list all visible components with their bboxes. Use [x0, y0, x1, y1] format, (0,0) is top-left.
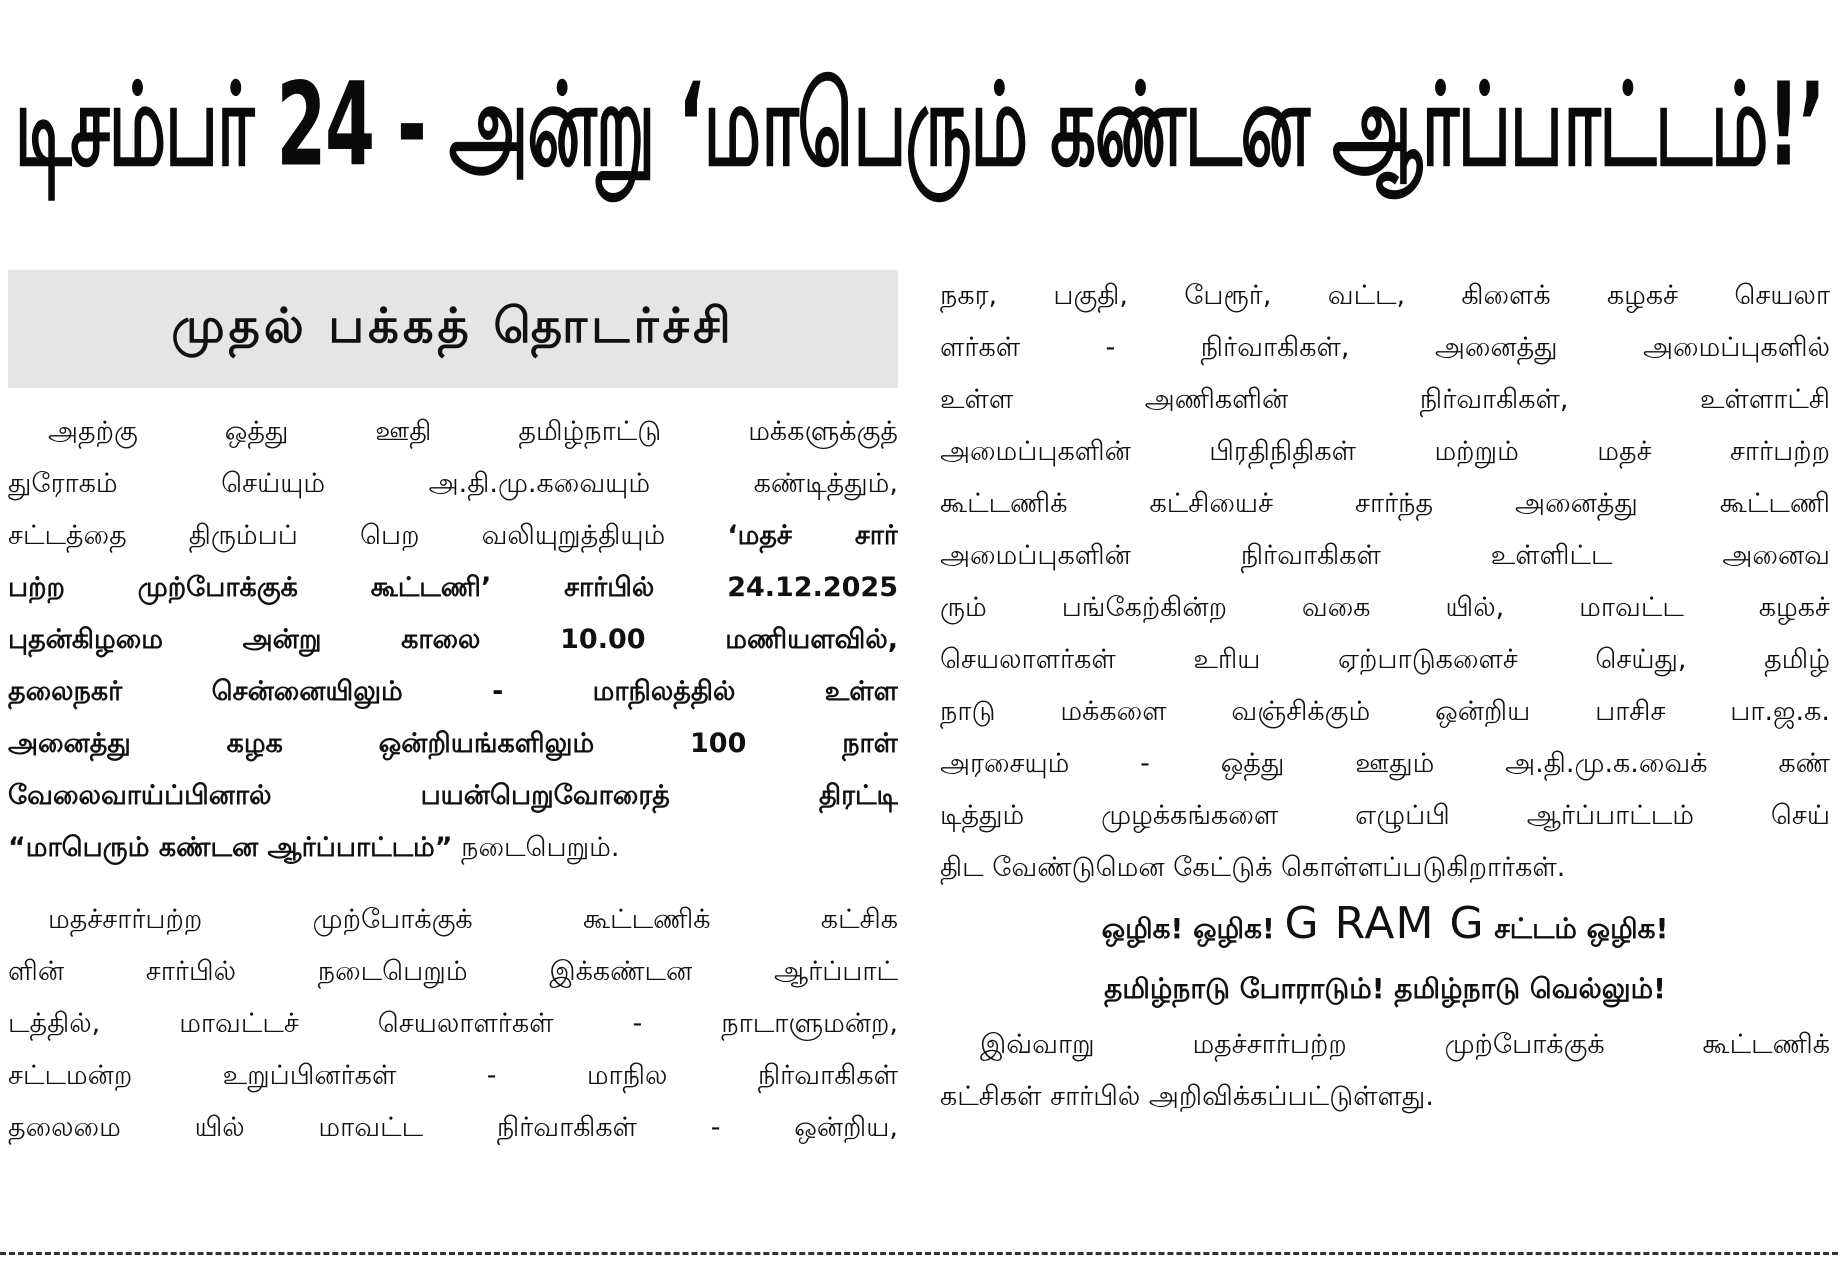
- left-paragraph-2: [8, 894, 898, 1154]
- text-line: டித்தும் முழக்கங்களை எழுப்பி ஆர்ப்பாட்டம் செய்: [940, 800, 1830, 831]
- text-line: புதன்கிழமை அன்று காலை 10.00 மணியளவில்,: [8, 624, 898, 655]
- text-line: ரும் பங்கேற்கின்ற வகை யில், மாவட்ட கழகச்: [940, 592, 1830, 623]
- slogan-segment: ஒழிக! ஒழிக!: [1101, 912, 1275, 945]
- text-line: கட்சிகள் சார்பில் அறிவிக்கப்பட்டுள்ளது.: [940, 1081, 1434, 1112]
- text-segment-bold: “மாபெரும் கண்டன ஆர்ப்பாட்டம்”: [8, 832, 453, 863]
- text-line: திட வேண்டுமென கேட்டுக் கொள்ளப்படுகிறார்கள்.: [940, 852, 1566, 883]
- right-column: [940, 270, 1830, 1123]
- text-line: அரசையும் - ஒத்து ஊதும் அ.தி.மு.க.வைக் கண்: [940, 748, 1830, 779]
- text-line: அனைத்து கழக ஒன்றியங்களிலும் 100 நாள்: [8, 728, 898, 759]
- text-line: அதற்கு ஒத்து ஊதி தமிழ்நாட்டு மக்களுக்குத்: [48, 416, 898, 447]
- text-line: டத்தில், மாவட்டச் செயலாளர்கள் - நாடாளுமன்ற,: [8, 1008, 898, 1039]
- text-line: தலைமை யில் மாவட்ட நிர்வாகிகள் - ஒன்றிய,: [8, 1112, 898, 1143]
- text-line: வேலைவாய்ப்பினால் பயன்பெறுவோரைத் திரட்டி: [8, 780, 898, 811]
- text-segment-bold: ‘மதச் சார்: [727, 520, 898, 551]
- text-line: [8, 822, 898, 874]
- closing-paragraph: [940, 1019, 1830, 1123]
- text-line: செயலாளர்கள் உரிய ஏற்பாடுகளைச் செய்து, தமிழ்: [940, 644, 1830, 675]
- text-line: தலைநகர் சென்னையிலும் - மாநிலத்தில் உள்ள: [8, 676, 898, 707]
- text-line: உள்ள அணிகளின் நிர்வாகிகள், உள்ளாட்சி: [940, 384, 1830, 415]
- text-segment: சட்டத்தை திரும்பப் பெற வலியுறுத்தியும்: [8, 520, 666, 551]
- left-column: [8, 270, 898, 1154]
- text-line: மதச்சார்பற்ற முற்போக்குக் கூட்டணிக் கட்சிக: [48, 904, 898, 935]
- slogan-segment-large: G RAM G: [1284, 898, 1485, 949]
- text-line: அமைப்புகளின் நிர்வாகிகள் உள்ளிட்ட அனைவ: [940, 540, 1830, 571]
- section-title-box: [8, 270, 898, 388]
- text-line: இவ்வாறு மதச்சார்பற்ற முற்போக்குக் கூட்டணிக்: [980, 1029, 1830, 1060]
- section-title: முதல் பக்கத் தொடர்ச்சி: [171, 298, 735, 354]
- text-line: ளர்கள் - நிர்வாகிகள், அனைத்து அமைப்புகளில்: [940, 332, 1830, 363]
- slogan-line-1: [940, 894, 1830, 959]
- text-line: பற்ற முற்போக்குக் கூட்டணி’ சார்பில் 24.12.2025: [8, 572, 898, 603]
- text-line: துரோகம் செய்யும் அ.தி.மு.கவையும் கண்டித்தும்,: [8, 468, 898, 499]
- text-line: நகர, பகுதி, பேரூர், வட்ட, கிளைக் கழகச் செயலா: [940, 280, 1830, 311]
- slogan-line-2: தமிழ்நாடு போராடும்! தமிழ்நாடு வெல்லும்!: [1104, 972, 1666, 1005]
- right-paragraph-1: [940, 270, 1830, 894]
- text-line: சட்டமன்ற உறுப்பினர்கள் - மாநில நிர்வாகிகள்: [8, 1060, 898, 1091]
- text-line: நாடு மக்களை வஞ்சிக்கும் ஒன்றிய பாசிச பா.ஜ.க.: [940, 696, 1830, 727]
- slogan-segment: சட்டம் ஒழிக!: [1494, 912, 1669, 945]
- headline-banner: [0, 0, 1838, 250]
- dashed-divider: [0, 1252, 1838, 1255]
- text-line: ளின் சார்பில் நடைபெறும் இக்கண்டன ஆர்ப்பாட்: [8, 956, 898, 987]
- left-paragraph-1: [8, 406, 898, 874]
- text-line: அமைப்புகளின் பிரதிநிதிகள் மற்றும் மதச் சார்பற்ற: [940, 436, 1830, 467]
- text-segment: நடைபெறும்.: [461, 832, 620, 863]
- headline-title: டிசம்பர் 24 - அன்று ‘மாபெரும் கண்டன ஆர்ப்பாட்டம்!’: [14, 57, 1824, 193]
- text-line: கூட்டணிக் கட்சியைச் சார்ந்த அனைத்து கூட்டணி: [940, 488, 1830, 519]
- text-line: [8, 510, 898, 562]
